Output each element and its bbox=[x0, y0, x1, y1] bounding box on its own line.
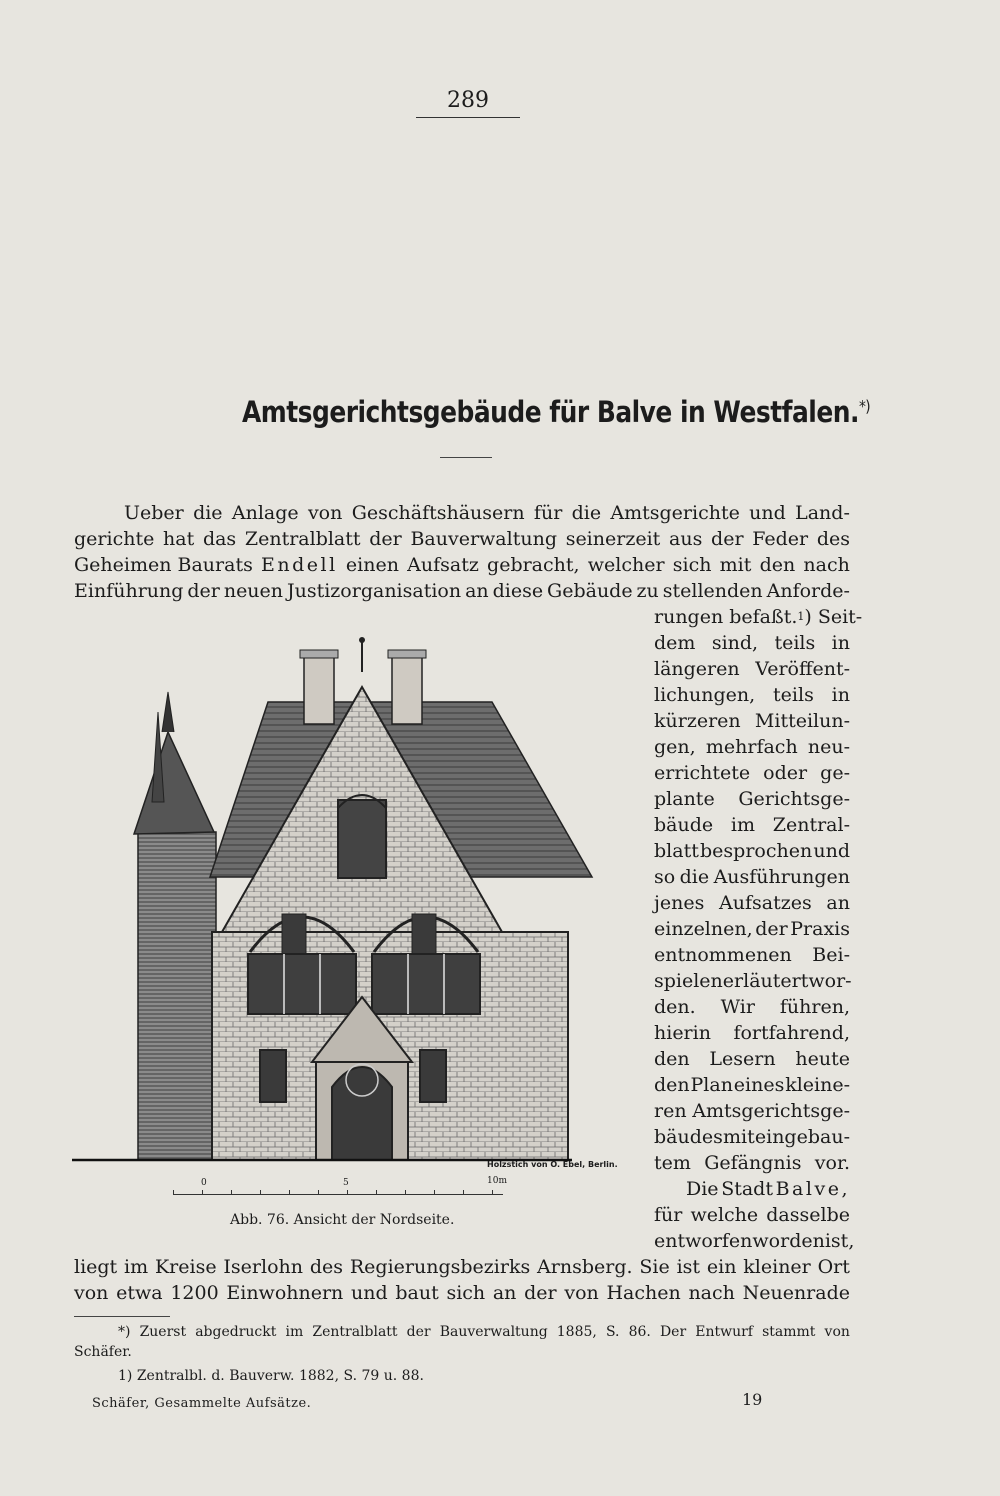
footnote-1-cont: Schäfer. bbox=[74, 1344, 132, 1360]
body-line bbox=[74, 1280, 850, 1306]
word: und bbox=[749, 502, 786, 524]
body-line bbox=[654, 1202, 850, 1228]
word: Regierungsbezirks bbox=[349, 1256, 531, 1278]
word: heute bbox=[795, 1048, 850, 1070]
word: hat bbox=[163, 528, 195, 550]
word: etwa bbox=[116, 1282, 163, 1304]
word: für bbox=[533, 502, 563, 524]
word: Neuenrade bbox=[742, 1282, 850, 1304]
word: hierin bbox=[654, 1022, 711, 1044]
word: abgedruckt bbox=[195, 1324, 277, 1340]
word: Ort bbox=[817, 1256, 850, 1278]
word: kürzeren bbox=[654, 710, 741, 732]
word: sind, bbox=[711, 632, 759, 654]
footnote-2: 1) Zentralbl. d. Bauverw. 1882, S. 79 u. 88. bbox=[118, 1368, 424, 1384]
article-title bbox=[242, 395, 871, 429]
word: teils bbox=[774, 632, 816, 654]
word: Ueber bbox=[124, 502, 184, 524]
title-footnote-mark: *) bbox=[858, 396, 871, 416]
body-line bbox=[654, 916, 850, 942]
word: die bbox=[679, 866, 710, 888]
word: gebracht, bbox=[487, 554, 580, 576]
word: des bbox=[309, 1256, 344, 1278]
word: Anforde- bbox=[766, 580, 850, 602]
title-text: Amtsgerichtsgebäude für Balve in Westfalen. bbox=[242, 395, 859, 429]
tower-spire bbox=[134, 732, 214, 834]
footnote-ref: 1 bbox=[797, 610, 805, 623]
scale-ticks bbox=[173, 1190, 503, 1195]
word: Aufsatzes bbox=[719, 892, 812, 914]
body-line bbox=[654, 864, 850, 890]
word: die bbox=[193, 502, 223, 524]
page-number-rule bbox=[416, 117, 520, 118]
body-line bbox=[654, 942, 850, 968]
word: oder bbox=[763, 762, 808, 784]
page-number: 289 bbox=[447, 88, 489, 113]
body-line bbox=[74, 578, 850, 604]
word: und bbox=[813, 840, 850, 862]
word: welche bbox=[690, 1204, 759, 1226]
word: an bbox=[492, 1282, 517, 1304]
tower-wall bbox=[138, 832, 216, 1160]
word: entnommenen bbox=[654, 944, 792, 966]
word: neu- bbox=[807, 736, 850, 758]
word: dasselbe bbox=[766, 1204, 850, 1226]
word: kleiner bbox=[743, 1256, 811, 1278]
word: längeren bbox=[654, 658, 740, 680]
word: besprochen bbox=[700, 840, 813, 862]
word: von bbox=[74, 1282, 109, 1304]
word: bäudes bbox=[654, 1126, 723, 1148]
word: Aufsatz bbox=[407, 554, 479, 576]
body-line bbox=[654, 890, 850, 916]
word: zu bbox=[636, 580, 659, 602]
word: tem bbox=[654, 1152, 691, 1174]
word: plante bbox=[654, 788, 715, 810]
word: die bbox=[571, 502, 602, 524]
word: Iserlohn bbox=[223, 1256, 303, 1278]
body-line bbox=[654, 1098, 850, 1124]
word: stellenden bbox=[662, 580, 763, 602]
word: einzelnen, bbox=[654, 918, 753, 940]
word: fortfahrend, bbox=[733, 1022, 850, 1044]
word: Ausführungen bbox=[713, 866, 850, 888]
word: Die bbox=[686, 1178, 719, 1200]
signature-mark: 19 bbox=[742, 1390, 763, 1409]
word: an bbox=[826, 892, 850, 914]
word: den bbox=[759, 554, 796, 576]
figure-caption: Abb. 76. Ansicht der Nordseite. bbox=[230, 1212, 455, 1228]
word: liegt bbox=[74, 1256, 118, 1278]
word: Justizorganisation bbox=[286, 580, 462, 602]
body-line bbox=[654, 1124, 850, 1150]
word: der bbox=[406, 1324, 431, 1340]
word: einen bbox=[345, 554, 399, 576]
body-line bbox=[654, 1020, 850, 1046]
word: im bbox=[730, 814, 755, 836]
word: für bbox=[654, 1204, 683, 1226]
body-text: ) Seit- bbox=[804, 606, 863, 628]
word: seinerzeit bbox=[565, 528, 661, 550]
body-text-spaced: Balve, bbox=[775, 1178, 850, 1200]
word: ist bbox=[676, 1256, 701, 1278]
word: Zentralblatt bbox=[244, 528, 361, 550]
word: Bei- bbox=[812, 944, 850, 966]
word: spielen bbox=[654, 970, 723, 992]
word: den. bbox=[654, 996, 696, 1018]
lower-window-right bbox=[420, 1050, 446, 1102]
body-line bbox=[686, 1176, 850, 1202]
word: so bbox=[654, 866, 676, 888]
body-line bbox=[654, 708, 850, 734]
word: bäude bbox=[654, 814, 714, 836]
word: ren bbox=[654, 1100, 687, 1122]
scale-bar bbox=[173, 1176, 507, 1200]
word: Gefängnis bbox=[704, 1152, 802, 1174]
body-line bbox=[654, 760, 850, 786]
body-line bbox=[654, 994, 850, 1020]
word: Geschäftshäusern bbox=[351, 502, 525, 524]
word: mit bbox=[723, 1126, 755, 1148]
word: neuen bbox=[223, 580, 284, 602]
word: in bbox=[831, 632, 850, 654]
word: Gebäude bbox=[547, 580, 633, 602]
book-author-line: Schäfer, Gesammelte Aufsätze. bbox=[92, 1396, 312, 1411]
window-right bbox=[372, 954, 480, 1014]
word: kleine- bbox=[785, 1074, 850, 1096]
word: ist, bbox=[824, 1230, 855, 1252]
body-line bbox=[654, 630, 850, 656]
word: Lesern bbox=[709, 1048, 776, 1070]
word: den bbox=[654, 1074, 690, 1096]
word: der bbox=[711, 528, 744, 550]
body-line bbox=[654, 1072, 850, 1098]
word: Der bbox=[659, 1324, 687, 1340]
word: der bbox=[369, 528, 402, 550]
body-line bbox=[654, 1046, 850, 1072]
word: vor. bbox=[814, 1152, 850, 1174]
word: jenes bbox=[654, 892, 705, 914]
word: Arnsberg. bbox=[537, 1256, 633, 1278]
word: sich bbox=[446, 1282, 486, 1304]
word: der bbox=[755, 918, 788, 940]
word: das bbox=[202, 528, 237, 550]
engraver-credit: Holzstich von O. Ebel, Berlin. bbox=[487, 1160, 618, 1169]
body-line bbox=[74, 500, 850, 526]
word: lichungen, bbox=[654, 684, 756, 706]
word: 1885, bbox=[556, 1324, 597, 1340]
body-line bbox=[654, 786, 850, 812]
body-text: Geheimen Baurats bbox=[74, 554, 253, 576]
lower-window-left bbox=[260, 1050, 286, 1102]
word: nach bbox=[803, 554, 850, 576]
word: Zentralblatt bbox=[312, 1324, 398, 1340]
word: Amtsgerichte bbox=[610, 502, 740, 524]
word: sich bbox=[672, 554, 712, 576]
word: im bbox=[285, 1324, 304, 1340]
word: erläutert bbox=[722, 970, 809, 992]
word: Wir bbox=[720, 996, 755, 1018]
word: wor- bbox=[808, 970, 852, 992]
word: mehrfach bbox=[705, 736, 798, 758]
word: in bbox=[831, 684, 850, 706]
word: Amtsgerichtsge- bbox=[692, 1100, 850, 1122]
body-line bbox=[74, 1254, 850, 1280]
word: 1200 bbox=[170, 1282, 219, 1304]
word: eines bbox=[733, 1074, 785, 1096]
word: S. bbox=[605, 1324, 620, 1340]
body-line bbox=[654, 656, 850, 682]
word: worden bbox=[752, 1230, 825, 1252]
title-rule bbox=[440, 457, 492, 458]
building-elevation-drawing bbox=[72, 632, 646, 1232]
word: und bbox=[351, 1282, 388, 1304]
body-line bbox=[74, 526, 850, 552]
word: der bbox=[187, 580, 220, 602]
entrance-door bbox=[332, 1067, 392, 1160]
word: nach bbox=[688, 1282, 735, 1304]
word: Land- bbox=[795, 502, 850, 524]
word: im bbox=[124, 1256, 149, 1278]
word: der bbox=[524, 1282, 557, 1304]
word: Einwohnern bbox=[226, 1282, 344, 1304]
word: diese bbox=[492, 580, 544, 602]
word: Bauverwaltung bbox=[439, 1324, 548, 1340]
body-text-spaced: Endell bbox=[261, 554, 338, 576]
word: von bbox=[307, 502, 343, 524]
scale-label-0: 0 bbox=[201, 1178, 207, 1188]
gable-window bbox=[338, 800, 386, 878]
word: Plan bbox=[690, 1074, 733, 1096]
word: Zuerst bbox=[139, 1324, 187, 1340]
word: dem bbox=[654, 632, 696, 654]
word: *) bbox=[118, 1324, 131, 1340]
word: Veröffent- bbox=[755, 658, 850, 680]
word: Entwurf bbox=[695, 1324, 753, 1340]
word: ein bbox=[706, 1256, 737, 1278]
word: eingebau- bbox=[754, 1126, 850, 1148]
word: Zentral- bbox=[772, 814, 850, 836]
word: Sie bbox=[639, 1256, 670, 1278]
word: gen, bbox=[654, 736, 696, 758]
body-line bbox=[654, 968, 850, 994]
word: welcher bbox=[587, 554, 665, 576]
body-line bbox=[654, 1150, 850, 1176]
word: von bbox=[564, 1282, 599, 1304]
word: des bbox=[816, 528, 850, 550]
word: Bauverwaltung bbox=[410, 528, 557, 550]
word: ge- bbox=[820, 762, 850, 784]
scale-label-10: 10m bbox=[487, 1176, 507, 1186]
body-line bbox=[654, 604, 863, 630]
body-line bbox=[654, 838, 850, 864]
body-line bbox=[74, 552, 850, 578]
word: an bbox=[465, 580, 489, 602]
word: Gerichtsge- bbox=[738, 788, 850, 810]
chimney-right bbox=[392, 654, 422, 724]
footnote-rule bbox=[74, 1316, 170, 1317]
word: errichtete bbox=[654, 762, 751, 784]
word: mit bbox=[719, 554, 752, 576]
window-left bbox=[248, 954, 356, 1014]
chimney-left bbox=[304, 654, 334, 724]
word: Stadt bbox=[721, 1178, 773, 1200]
word: aus bbox=[669, 528, 703, 550]
word: baut bbox=[395, 1282, 439, 1304]
word: 86. bbox=[628, 1324, 651, 1340]
footnote-1 bbox=[118, 1322, 850, 1342]
word: Einführung bbox=[74, 580, 184, 602]
word: den bbox=[654, 1048, 690, 1070]
word: Anlage bbox=[231, 502, 299, 524]
word: Feder bbox=[752, 528, 809, 550]
word: Kreise bbox=[154, 1256, 217, 1278]
body-line bbox=[654, 1228, 855, 1254]
word: entworfen bbox=[654, 1230, 753, 1252]
word: führen, bbox=[779, 996, 850, 1018]
body-line bbox=[654, 734, 850, 760]
body-line bbox=[654, 682, 850, 708]
word: von bbox=[824, 1324, 850, 1340]
body-text: rungen befaßt. bbox=[654, 606, 798, 628]
word: Hachen bbox=[606, 1282, 681, 1304]
body-line bbox=[654, 812, 850, 838]
word: Mitteilun- bbox=[754, 710, 850, 732]
word: teils bbox=[773, 684, 814, 706]
word: stammt bbox=[762, 1324, 816, 1340]
word: gerichte bbox=[74, 528, 155, 550]
word: Praxis bbox=[790, 918, 850, 940]
word: blatt bbox=[654, 840, 699, 862]
scale-label-5: 5 bbox=[343, 1178, 349, 1188]
